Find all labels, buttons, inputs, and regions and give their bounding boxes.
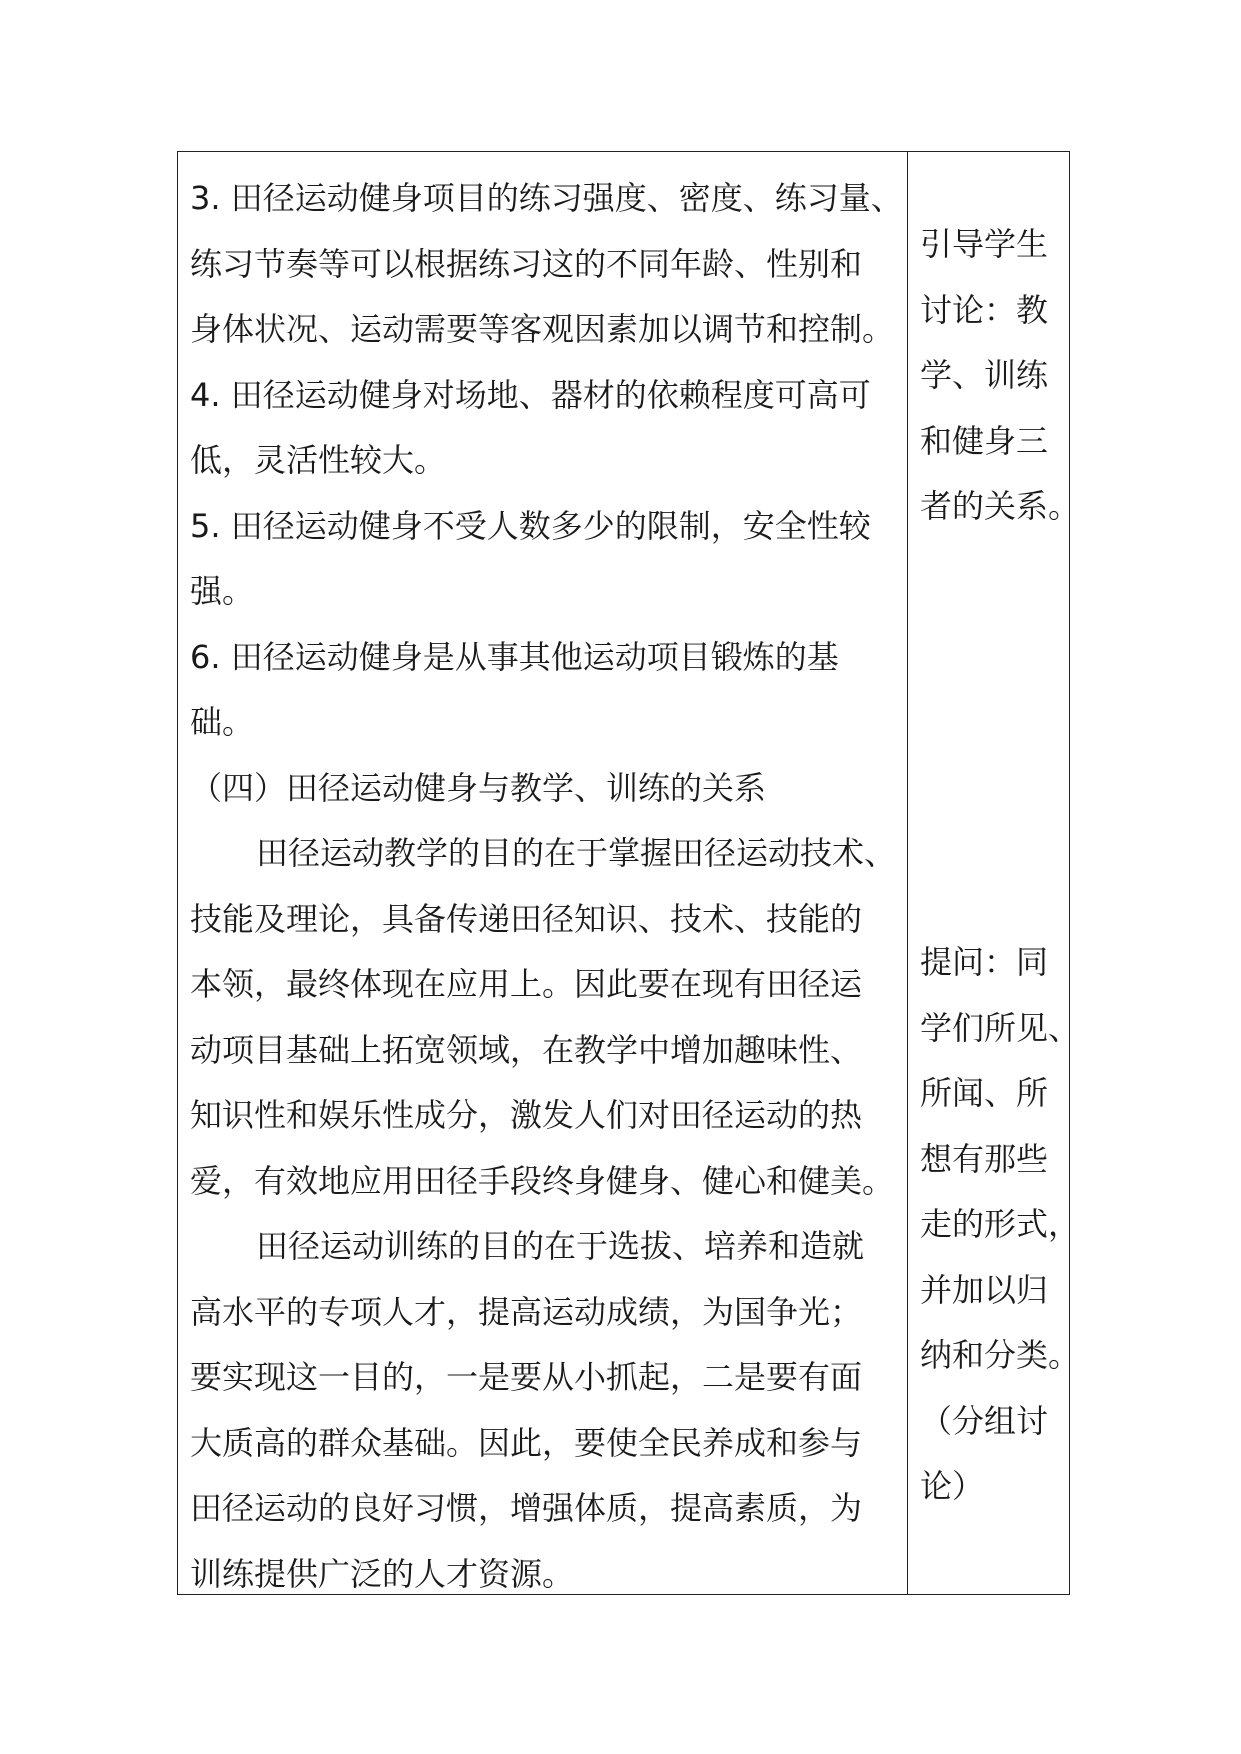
content-line: 3. 田径运动健身项目的练习强度、密度、练习量、: [190, 179, 903, 217]
note-line: 讨论：教: [920, 290, 1049, 329]
note-line: 和健身三: [920, 421, 1049, 460]
content-line: 6. 田径运动健身是从事其他运动项目锻炼的基: [190, 637, 839, 676]
content-line: 田径运动训练的目的在于选拔、培养和造就: [256, 1227, 865, 1265]
teaching-note-discussion: [920, 212, 1081, 540]
content-line: 要实现这一目的，一是要从小抓起，二是要有面: [190, 1358, 863, 1396]
content-line: 技能及理论，具备传递田径知识、技术、技能的: [190, 899, 863, 938]
content-line: 强。: [190, 572, 255, 610]
content-column: [178, 152, 908, 1594]
note-line: 引导学生: [920, 225, 1049, 263]
content-line: 大质高的群众基础。因此，要使全民养成和参与: [190, 1423, 863, 1462]
content-line: 础。: [190, 703, 255, 741]
note-line: （分组讨: [920, 1401, 1049, 1440]
teaching-note-question: [920, 930, 1081, 1520]
lesson-table: [177, 151, 1081, 1595]
note-line: 走的形式，: [920, 1205, 1081, 1243]
note-line: 者的关系。: [920, 487, 1081, 525]
note-line: 并加以归: [920, 1270, 1049, 1309]
note-line: 纳和分类。: [920, 1336, 1081, 1374]
notes-column: [908, 152, 1081, 1594]
content-line: 本领，最终体现在应用上。因此要在现有田径运: [190, 965, 863, 1003]
content-line: 训练提供广泛的人才资源。: [190, 1554, 575, 1593]
note-line: 论）: [920, 1467, 985, 1505]
content-line: 身体状况、运动需要等客观因素加以调节和控制。: [190, 310, 895, 348]
content-line: 爱，有效地应用田径手段终身健身、健心和健美。: [190, 1161, 895, 1200]
content-line: 知识性和娱乐性成分，激发人们对田径运动的热: [190, 1096, 863, 1134]
note-line: 想有那些: [920, 1139, 1049, 1178]
note-line: 学们所见、: [920, 1008, 1081, 1047]
content-line: 5. 田径运动健身不受人数多少的限制，安全性较: [190, 506, 871, 545]
note-line: 所闻、所: [920, 1074, 1049, 1112]
content-line: 动项目基础上拓宽领域，在教学中增加趣味性、: [190, 1030, 863, 1069]
content-line: 4. 田径运动健身对场地、器材的依赖程度可高可: [190, 375, 871, 414]
content-line: 田径运动教学的目的在于掌握田径运动技术、: [256, 834, 897, 872]
content-line: 练习节奏等可以根据练习这的不同年龄、性别和: [190, 244, 863, 283]
content-line: 田径运动的良好习惯，增强体质，提高素质，为: [190, 1489, 863, 1527]
content-line: 低，灵活性较大。: [190, 441, 447, 479]
note-line: 提问：同: [920, 943, 1049, 981]
content-line: 高水平的专项人才，提高运动成绩，为国争光；: [190, 1292, 863, 1331]
note-line: 学、训练: [920, 356, 1049, 394]
section-heading: （四）田径运动健身与教学、训练的关系: [190, 768, 767, 807]
